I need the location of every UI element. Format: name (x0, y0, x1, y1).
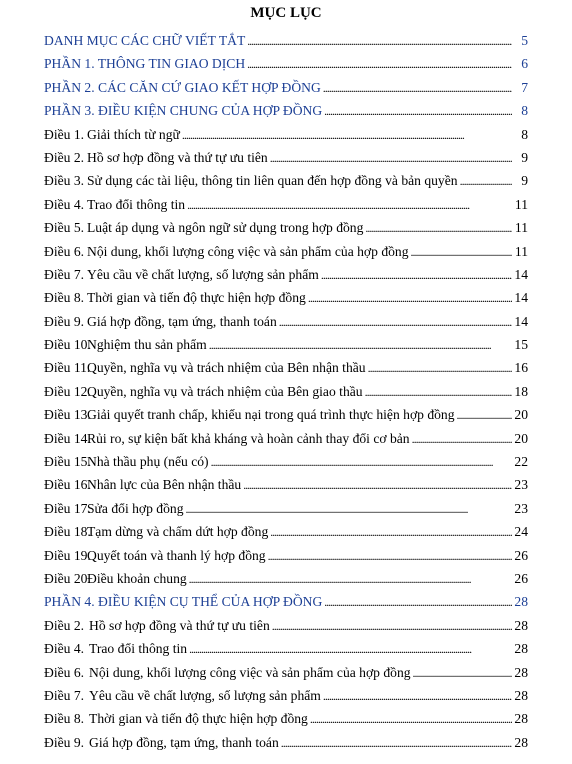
toc-entry-number: Điều 18. (44, 524, 91, 540)
dot-leader (413, 661, 512, 685)
toc-entry-page-number: 11 (514, 220, 528, 236)
toc-entry-page-number: 7 (521, 79, 528, 95)
toc-article-entry[interactable] (44, 473, 528, 496)
toc-entry-page-number: 6 (521, 56, 528, 72)
toc-entry-number: Điều 15. (44, 454, 91, 470)
toc-entry-label: Nội dung, khối lượng công việc và sản phẩm của hợp đồng (89, 664, 411, 680)
dot-leader (457, 403, 512, 427)
toc-entry-page-number: 20 (514, 407, 528, 423)
toc-entry-number: Điều 12. (44, 383, 91, 399)
toc-entry-label: Nhân lực của Bên nhận thầu (87, 477, 242, 493)
toc-entry-number: Điều 6. (44, 243, 85, 259)
toc-article-entry[interactable] (44, 731, 528, 754)
toc-entry-page-number: 8 (521, 103, 528, 119)
toc-entry-page-number: 28 (514, 617, 528, 633)
toc-article-entry[interactable] (44, 146, 528, 169)
page-title: MỤC LỤC (250, 5, 322, 21)
dot-leader (324, 590, 512, 614)
toc-article-entry[interactable] (44, 356, 528, 379)
toc-entry-number: Điều 16. (44, 477, 91, 493)
toc-article-entry[interactable] (44, 240, 528, 263)
toc-entry-page-number: 18 (514, 383, 528, 399)
toc-entry-number: Điều 20. (44, 570, 91, 586)
toc-entry-label: Nghiệm thu sản phẩm (87, 337, 207, 353)
toc-part-entry[interactable] (44, 590, 528, 613)
dot-leader (324, 99, 512, 123)
toc-part-entry[interactable] (44, 99, 528, 122)
dot-leader (323, 76, 512, 100)
toc-article-entry[interactable] (44, 520, 528, 543)
dot-leader (411, 240, 512, 264)
toc-entry-label: DANH MỤC CÁC CHỮ VIẾT TẮT (44, 33, 246, 48)
toc-article-entry[interactable] (44, 544, 528, 567)
toc-entry-label: PHẦN 3. ĐIỀU KIỆN CHUNG CỦA HỢP ĐỒNG (44, 103, 323, 119)
toc-entry-label: Hồ sơ hợp đồng và thứ tự ưu tiên (89, 617, 270, 633)
dot-leader (323, 684, 512, 708)
toc-entry-label: Nhà thầu phụ (nếu có) (87, 454, 209, 470)
dot-leader (279, 310, 512, 334)
toc-article-entry[interactable] (44, 637, 528, 660)
toc-entry-label: Giá hợp đồng, tạm ứng, thanh toán (87, 313, 277, 329)
toc-entry-label: Tạm dừng và chấm dứt hợp đồng (87, 524, 269, 540)
toc-entry-page-number: 8 (521, 126, 528, 142)
dot-leader (365, 216, 512, 240)
toc-entry-label: Giải thích từ ngữ (87, 126, 180, 142)
toc-entry-label: Yêu cầu về chất lượng, số lượng sản phẩm (89, 687, 321, 703)
toc-entry-page-number: 28 (514, 711, 528, 727)
toc-entry-label: PHẦN 2. CÁC CĂN CỨ GIAO KẾT HỢP ĐỒNG (44, 79, 321, 95)
toc-entry-number: Điều 8. (44, 290, 85, 306)
toc-entry-page-number: 9 (521, 173, 528, 189)
toc-entry-number: Điều 19. (44, 547, 91, 563)
toc-entry-page-number: 9 (521, 149, 528, 165)
toc-entry-label: Hồ sơ hợp đồng và thứ tự ưu tiên (87, 149, 268, 165)
toc-entry-page-number: 15 (514, 337, 528, 353)
toc-entry-label: Quyền, nghĩa vụ và trách nhiệm của Bên nhận thầu (87, 360, 366, 376)
toc-article-entry[interactable] (44, 497, 528, 520)
toc-article-entry[interactable] (44, 263, 528, 286)
dot-leader (247, 29, 512, 53)
toc-entry-label: Quyết toán và thanh lý hợp đồng (87, 547, 266, 563)
table-of-contents (44, 29, 528, 754)
toc-entry-label: Quyền, nghĩa vụ và trách nhiệm của Bên giao thầu (87, 383, 363, 399)
toc-article-entry[interactable] (44, 684, 528, 707)
toc-entry-label: Rủi ro, sự kiện bất khả kháng và hoàn cảnh thay đổi cơ bản (87, 430, 410, 446)
toc-entry-page-number: 26 (514, 570, 528, 586)
dot-leader (189, 637, 512, 661)
toc-entry-page-number: 22 (514, 454, 528, 470)
toc-entry-page-number: 14 (514, 266, 528, 282)
toc-entry-number: Điều 3. (44, 173, 85, 189)
toc-entry-label: Luật áp dụng và ngôn ngữ sử dụng trong hợp đồng (87, 220, 364, 236)
toc-article-entry[interactable] (44, 614, 528, 637)
toc-entry-number: Điều 10. (44, 337, 91, 353)
toc-entry-number: Điều 11. (44, 360, 91, 376)
toc-entry-number: Điều 7. (44, 266, 85, 282)
dot-leader (187, 193, 512, 217)
toc-entry-label: Sử dụng các tài liệu, thông tin liên quan đến hợp đồng và bản quyền (87, 173, 458, 189)
dot-leader (460, 169, 512, 193)
dot-leader (270, 520, 512, 544)
toc-entry-number: Điều 5. (44, 220, 85, 236)
toc-entry-page-number: 11 (514, 243, 528, 259)
toc-entry-page-number: 14 (514, 290, 528, 306)
toc-entry-page-number: 23 (514, 500, 528, 516)
toc-entry-label: Giá hợp đồng, tạm ứng, thanh toán (89, 734, 279, 750)
toc-article-entry[interactable] (44, 333, 528, 356)
toc-entry-label: Thời gian và tiến độ thực hiện hợp đồng (89, 711, 308, 727)
toc-entry-number: Điều 7. (44, 687, 85, 703)
toc-entry-label: Yêu cầu về chất lượng, số lượng sản phẩm (87, 266, 319, 282)
toc-entry-number: Điều 6. (44, 664, 85, 680)
toc-entry-page-number: 28 (514, 641, 528, 657)
toc-entry-label: Điều khoản chung (87, 570, 187, 586)
dot-leader (412, 427, 512, 451)
dot-leader (186, 497, 513, 521)
dot-leader (272, 614, 512, 638)
toc-article-entry[interactable] (44, 216, 528, 239)
toc-part-entry[interactable] (44, 29, 528, 52)
toc-entry-number: Điều 9. (44, 313, 85, 329)
toc-entry-page-number: 28 (514, 664, 528, 680)
toc-entry-page-number: 5 (521, 33, 528, 48)
dot-leader (310, 707, 512, 731)
toc-article-entry[interactable] (44, 123, 528, 146)
toc-entry-number: Điều 2. (44, 149, 85, 165)
toc-entry-label: Trao đổi thông tin (87, 196, 186, 212)
toc-entry-page-number: 14 (514, 313, 528, 329)
toc-entry-page-number: 28 (514, 734, 528, 750)
dot-leader (308, 286, 512, 310)
dot-leader (247, 52, 512, 76)
dot-leader (211, 450, 512, 474)
toc-part-entry[interactable] (44, 76, 528, 99)
dot-leader (268, 544, 512, 568)
toc-article-entry[interactable] (44, 450, 528, 473)
toc-article-entry[interactable] (44, 403, 528, 426)
toc-entry-number: Điều 14. (44, 430, 91, 446)
dot-leader (182, 123, 512, 147)
toc-entry-number: Điều 8. (44, 711, 85, 727)
toc-entry-page-number: 23 (514, 477, 528, 493)
toc-entry-number: Điều 4. (44, 641, 85, 657)
toc-entry-page-number: 16 (514, 360, 528, 376)
toc-article-entry[interactable] (44, 193, 528, 216)
toc-entry-number: Điều 13. (44, 407, 91, 423)
toc-article-entry[interactable] (44, 707, 528, 730)
dot-leader (365, 380, 512, 404)
toc-entry-page-number: 24 (514, 524, 528, 540)
toc-article-entry[interactable] (44, 567, 528, 590)
dot-leader (243, 473, 512, 497)
toc-entry-page-number: 28 (514, 687, 528, 703)
toc-entry-label: Thời gian và tiến độ thực hiện hợp đồng (87, 290, 306, 306)
toc-entry-label: Trao đổi thông tin (89, 641, 188, 657)
toc-entry-number: Điều 2. (44, 617, 85, 633)
toc-entry-page-number: 20 (514, 430, 528, 446)
toc-part-entry[interactable] (44, 52, 528, 75)
dot-leader (209, 333, 512, 357)
toc-entry-number: Điều 4. (44, 196, 85, 212)
toc-article-entry[interactable] (44, 380, 528, 403)
toc-entry-number: Điều 1. (44, 126, 85, 142)
toc-entry-number: Điều 9. (44, 734, 85, 750)
toc-entry-label: Nội dung, khối lượng công việc và sản phẩm của hợp đồng (87, 243, 409, 259)
dot-leader (270, 146, 512, 170)
toc-entry-label: Sửa đổi hợp đồng (87, 500, 184, 516)
toc-entry-page-number: 11 (514, 196, 528, 212)
dot-leader (321, 263, 512, 287)
toc-article-entry[interactable] (44, 286, 528, 309)
dot-leader (368, 356, 512, 380)
toc-article-entry[interactable] (44, 427, 528, 450)
toc-article-entry[interactable] (44, 169, 528, 192)
toc-article-entry[interactable] (44, 661, 528, 684)
toc-entry-number: Điều 17. (44, 500, 91, 516)
toc-entry-page-number: 28 (514, 594, 528, 610)
dot-leader (281, 731, 512, 755)
toc-entry-label: Giải quyết tranh chấp, khiếu nại trong quá trình thực hiện hợp đồng (87, 407, 455, 423)
dot-leader (189, 567, 512, 591)
toc-article-entry[interactable] (44, 310, 528, 333)
toc-entry-label: PHẦN 4. ĐIỀU KIỆN CỤ THỂ CỦA HỢP ĐỒNG (44, 594, 323, 610)
toc-entry-label: PHẦN 1. THÔNG TIN GIAO DỊCH (44, 56, 246, 72)
toc-entry-page-number: 26 (514, 547, 528, 563)
